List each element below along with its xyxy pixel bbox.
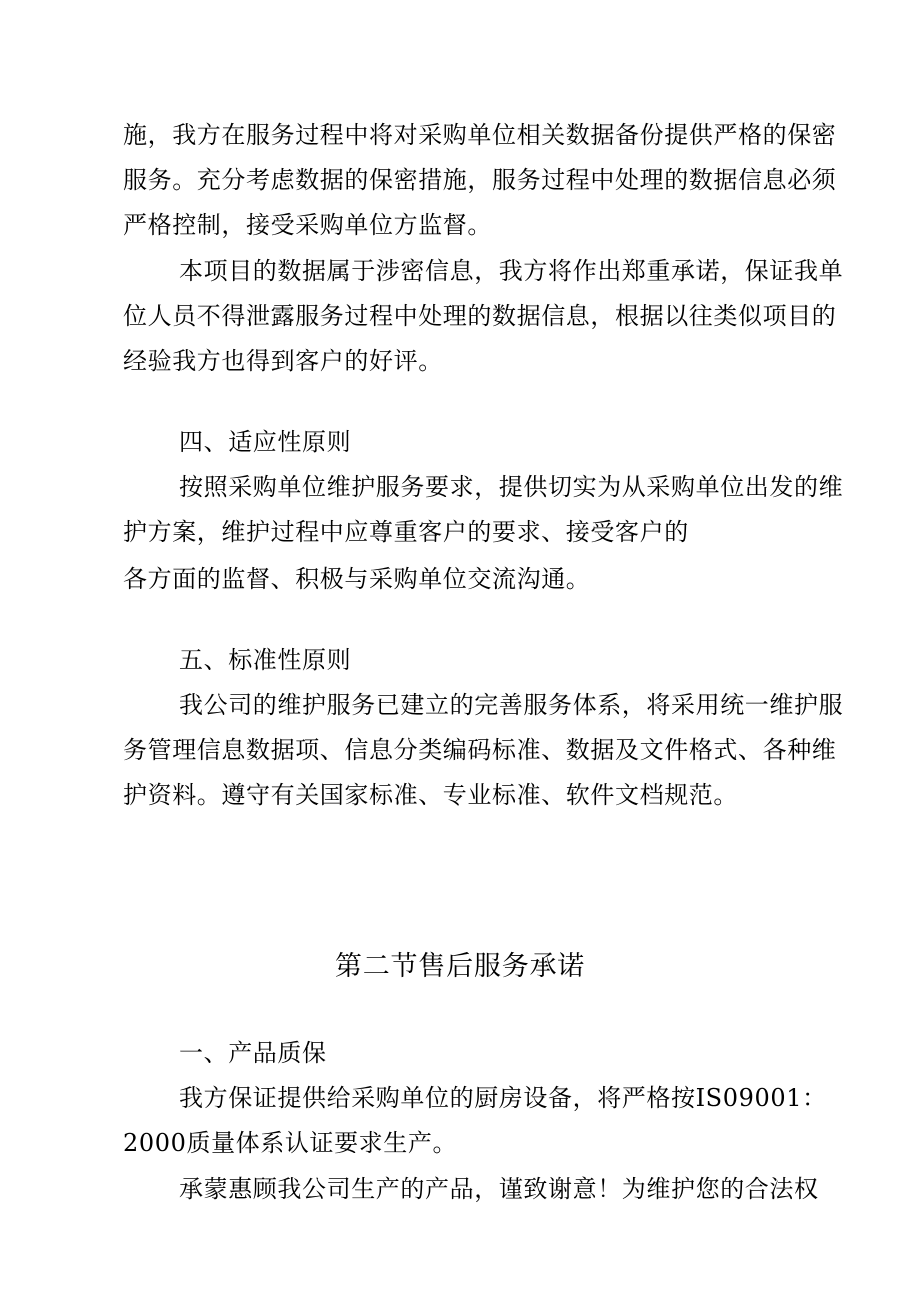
paragraph-line: 各方面的监督、积极与采购单位交流沟通。 (123, 565, 591, 593)
paragraph-line: 护方案，维护过程中应尊重客户的要求、接受客户的 (123, 518, 689, 546)
paragraph-line: 服务。充分考虑数据的保密措施，服务过程中处理的数据信息必须 (123, 166, 837, 194)
paragraph-line: 我公司的维护服务已建立的完善服务体系，将采用统一维护服 (179, 691, 844, 719)
section-heading: 五、标准性原则 (179, 646, 352, 674)
paragraph-line: 我方保证提供给采购单位的厨房设备，将严格按IS09001： (179, 1084, 827, 1112)
paragraph-line: 经验我方也得到客户的好评。 (123, 347, 443, 375)
paragraph-line: 施，我方在服务过程中将对采购单位相关数据备份提供严格的保密 (123, 121, 837, 149)
paragraph-line: 承蒙惠顾我公司生产的产品，谨致谢意！为维护您的合法权 (179, 1175, 819, 1203)
paragraph-line: 严格控制，接受采购单位方监督。 (123, 211, 492, 239)
paragraph-line: 务管理信息数据项、信息分类编码标准、数据及文件格式、各种维 (123, 736, 837, 764)
paragraph-line: 2000质量体系认证要求生产。 (123, 1129, 458, 1157)
paragraph-line: 本项目的数据属于涉密信息，我方将作出郑重承诺，保证我单 (179, 257, 844, 285)
section-title: 第二节售后服务承诺 (334, 951, 586, 982)
paragraph-line: 按照采购单位维护服务要求，提供切实为从采购单位出发的维 (179, 473, 844, 501)
paragraph-line: 护资料。遵守有关国家标准、专业标准、软件文档规范。 (123, 781, 738, 809)
section-heading: 一、产品质保 (179, 1039, 327, 1067)
section-heading: 四、适应性原则 (179, 428, 352, 456)
paragraph-line: 位人员不得泄露服务过程中处理的数据信息，根据以往类似项目的 (123, 302, 837, 330)
